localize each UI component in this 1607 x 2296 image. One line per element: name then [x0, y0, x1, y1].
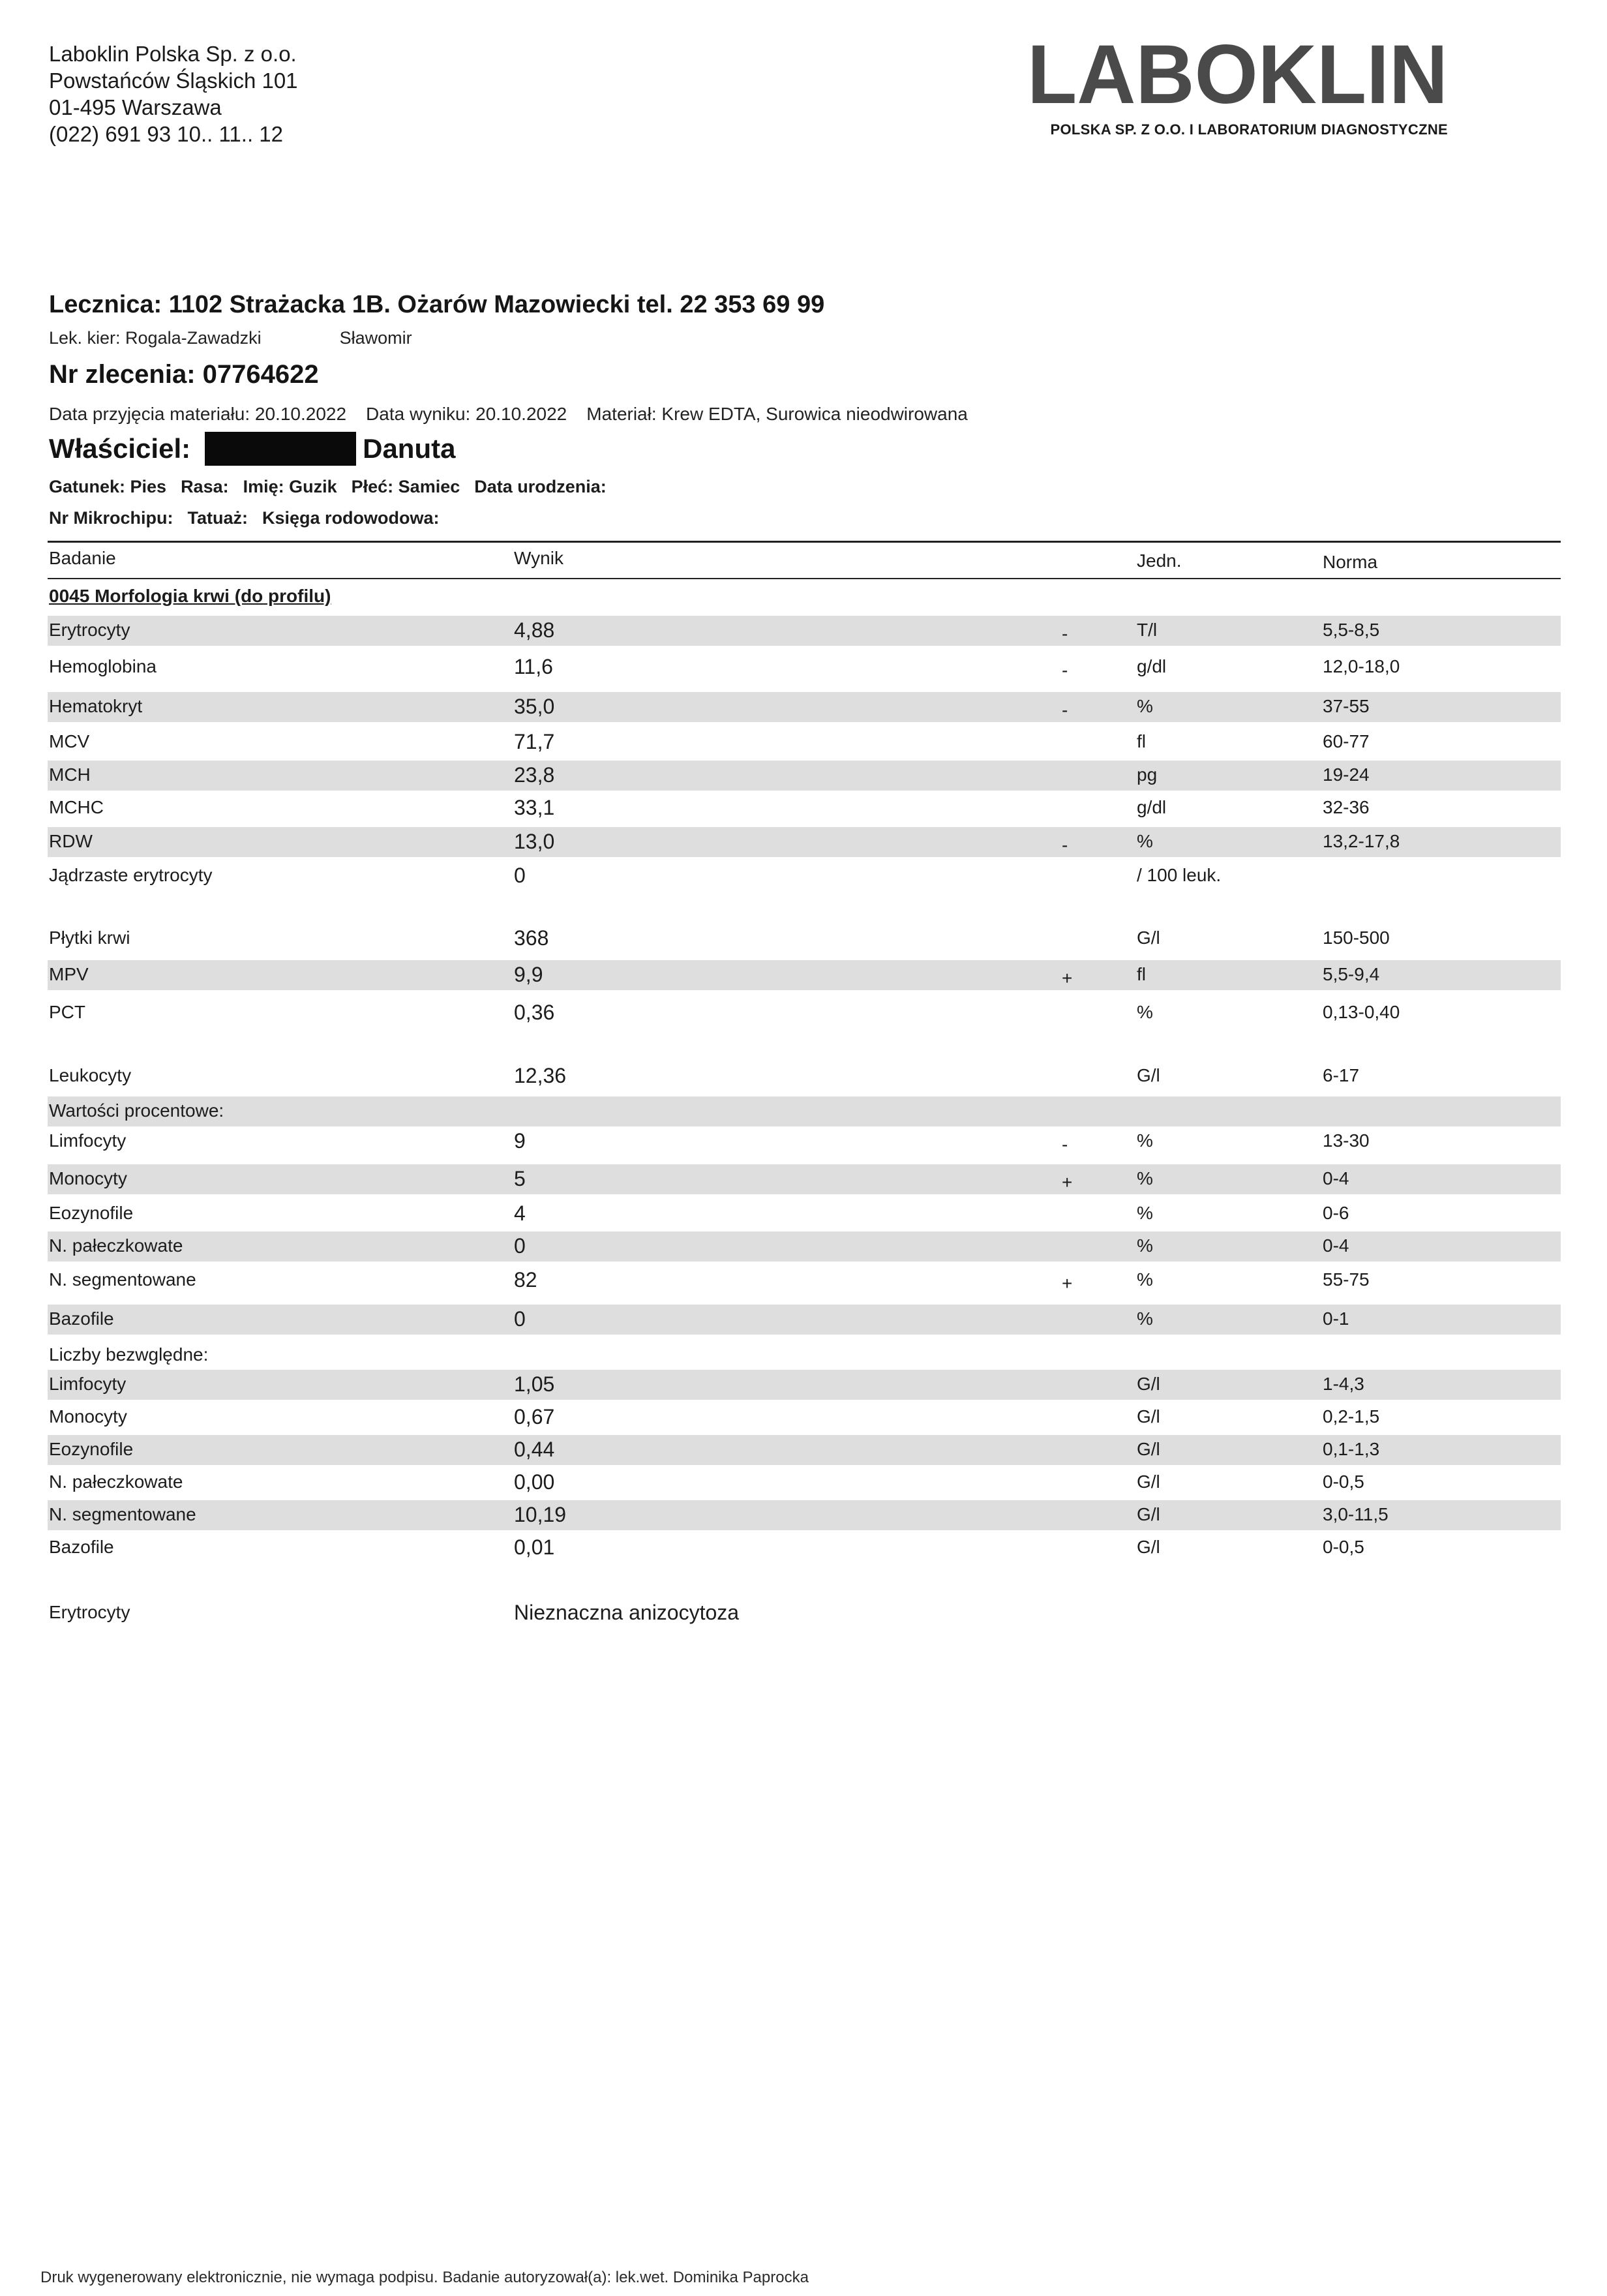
result-value: 0,67 [514, 1405, 555, 1428]
table-row [48, 692, 1561, 722]
reference-range: 13,2-17,8 [1323, 831, 1400, 851]
reference-range: 55-75 [1323, 1269, 1370, 1290]
result-value: 0,44 [514, 1438, 555, 1461]
reference-range: 19-24 [1323, 764, 1370, 785]
unit: fl [1137, 731, 1146, 751]
result-value: 0,36 [514, 1001, 555, 1024]
test-name: MCV [49, 731, 90, 751]
table-row [48, 960, 1561, 990]
header-norm: Norma [1323, 552, 1378, 572]
table-row [48, 1402, 1561, 1432]
reference-range: 12,0-18,0 [1323, 656, 1400, 676]
result-value: 0 [514, 1307, 526, 1331]
table-row [48, 1265, 1561, 1295]
reference-range: 0,1-1,3 [1323, 1439, 1380, 1459]
result-value: 1,05 [514, 1372, 555, 1396]
sex: Płeć: Samiec [351, 477, 460, 496]
reference-range: 150-500 [1323, 928, 1390, 948]
result-flag: + [1062, 968, 1073, 988]
table-row [48, 761, 1561, 791]
owner-line [49, 432, 455, 466]
lab-address-line: Powstańców Śląskich 101 [49, 68, 298, 93]
tattoo: Tatuaż: [187, 508, 248, 528]
header-unit: Jedn. [1137, 551, 1182, 571]
result-value: 0 [514, 1234, 526, 1258]
pedigree: Księga rodowodowa: [262, 508, 440, 528]
species: Gatunek: Pies [49, 477, 167, 496]
profile-title: 0045 Morfologia krwi (do profilu) [49, 586, 331, 606]
microchip: Nr Mikrochipu: [49, 508, 173, 528]
test-name: Bazofile [49, 1537, 114, 1557]
received-date: Data przyjęcia materiału: 20.10.2022 [49, 404, 347, 424]
test-name: Eozynofile [49, 1439, 134, 1459]
breed: Rasa: [181, 477, 229, 496]
header-test: Badanie [49, 548, 116, 568]
result-value: 23,8 [514, 763, 555, 787]
result-value: 35,0 [514, 695, 555, 718]
unit: % [1137, 696, 1153, 716]
unit: pg [1137, 764, 1158, 785]
test-name: PCT [49, 1002, 85, 1022]
result-value: 4,88 [514, 618, 555, 642]
table-row [48, 727, 1561, 757]
reference-range: 0-4 [1323, 1235, 1349, 1256]
table-row [48, 1500, 1561, 1530]
test-name: MCHC [49, 797, 104, 817]
unit: % [1137, 1235, 1153, 1256]
result-flag: - [1062, 835, 1068, 855]
table-row [48, 1231, 1561, 1261]
unit: G/l [1137, 1504, 1160, 1524]
unit: fl [1137, 964, 1146, 984]
reference-range: 3,0-11,5 [1323, 1504, 1389, 1524]
order-number: Nr zlecenia: 07764622 [49, 360, 319, 389]
unit: % [1137, 1269, 1153, 1290]
result-flag: - [1062, 700, 1068, 720]
result-value: 12,36 [514, 1064, 567, 1087]
owner-name: Danuta [363, 433, 456, 464]
table-row [48, 1305, 1561, 1335]
lab-address-line: 01-495 Warszawa [49, 95, 222, 119]
table-row [48, 652, 1561, 682]
test-name: Bazofile [49, 1308, 114, 1329]
unit: G/l [1137, 928, 1160, 948]
result-value: 71,7 [514, 730, 555, 753]
reference-range: 5,5-9,4 [1323, 964, 1380, 984]
test-name: Monocyty [49, 1406, 127, 1427]
test-name: Erytrocyty [49, 1602, 130, 1622]
table-row [48, 1533, 1561, 1563]
test-name: Wartości procentowe: [49, 1100, 224, 1121]
table-top-rule [48, 541, 1561, 543]
table-row [48, 1468, 1561, 1498]
reference-range: 0-4 [1323, 1168, 1349, 1188]
table-row [48, 1598, 1561, 1628]
unit: % [1137, 1203, 1153, 1223]
table-row [48, 1126, 1561, 1156]
result-value: 5 [514, 1167, 526, 1190]
test-name: RDW [49, 831, 93, 851]
dates-line [49, 404, 987, 425]
table-row [48, 1435, 1561, 1465]
test-name: Jądrzaste erytrocyty [49, 865, 213, 885]
table-row [48, 1199, 1561, 1229]
result-value: 0,00 [514, 1470, 555, 1494]
unit: g/dl [1137, 797, 1167, 817]
reference-range: 0-0,5 [1323, 1537, 1364, 1557]
unit: G/l [1137, 1406, 1160, 1427]
result-value: 0,01 [514, 1535, 555, 1559]
unit: T/l [1137, 620, 1158, 640]
unit: G/l [1137, 1065, 1160, 1085]
birth-date: Data urodzenia: [474, 477, 607, 496]
table-row [48, 616, 1561, 646]
footer-note: Druk wygenerowany elektronicznie, nie wymaga podpisu. Badanie autoryzował(a): lek.wet. Dominika Paprocka [40, 2269, 809, 2286]
test-name: MCH [49, 764, 91, 785]
test-name: Monocyty [49, 1168, 127, 1188]
table-row [48, 793, 1561, 823]
result-flag: + [1062, 1273, 1073, 1293]
reference-range: 32-36 [1323, 797, 1370, 817]
logo-subtitle: POLSKA SP. Z O.O. I LABORATORIUM DIAGNOSTYCZNE [1050, 121, 1448, 138]
result-value: 0 [514, 864, 526, 887]
header-result: Wynik [514, 548, 563, 568]
reference-range: 37-55 [1323, 696, 1370, 716]
reference-range: 60-77 [1323, 731, 1370, 751]
test-name: MPV [49, 964, 89, 984]
unit: % [1137, 1168, 1153, 1188]
unit: / 100 leuk. [1137, 865, 1222, 885]
lab-address [49, 40, 298, 147]
reference-range: 6-17 [1323, 1065, 1360, 1085]
reference-range: 0-0,5 [1323, 1472, 1364, 1492]
table-row [48, 1061, 1561, 1091]
table-row [48, 998, 1561, 1028]
table-row [48, 1164, 1561, 1194]
redacted-surname [205, 432, 356, 466]
owner-label: Właściciel: [49, 433, 191, 464]
result-value: 33,1 [514, 796, 555, 819]
result-flag: + [1062, 1172, 1073, 1192]
logo-wordmark: LABOKLIN [1027, 40, 1448, 106]
test-name: Liczby bezwględne: [49, 1344, 209, 1365]
table-row [48, 827, 1561, 857]
test-name: N. segmentowane [49, 1269, 196, 1290]
test-name: N. pałeczkowate [49, 1235, 183, 1256]
unit: G/l [1137, 1374, 1160, 1394]
result-value: Nieznaczna anizocytoza [514, 1601, 740, 1624]
unit: G/l [1137, 1439, 1160, 1459]
unit: % [1137, 1002, 1153, 1022]
material: Materiał: Krew EDTA, Surowica nieodwirowana [586, 404, 968, 424]
unit: g/dl [1137, 656, 1167, 676]
lab-address-line: (022) 691 93 10.. 11.. 12 [49, 122, 283, 146]
test-name: Płytki krwi [49, 928, 130, 948]
test-name: Limfocyty [49, 1130, 127, 1151]
laboklin-logo [1027, 40, 1448, 106]
animal-name: Imię: Guzik [243, 477, 337, 496]
result-flag: - [1062, 1134, 1068, 1155]
unit: % [1137, 831, 1153, 851]
result-flag: - [1062, 624, 1068, 644]
reference-range: 13-30 [1323, 1130, 1370, 1151]
test-name: Eozynofile [49, 1203, 134, 1223]
unit: % [1137, 1308, 1153, 1329]
result-value: 11,6 [514, 655, 553, 678]
result-value: 368 [514, 926, 549, 950]
reference-range: 0,13-0,40 [1323, 1002, 1400, 1022]
animal-line [49, 477, 621, 497]
test-name: Hemoglobina [49, 656, 157, 676]
table-row [48, 861, 1561, 891]
result-value: 9,9 [514, 963, 543, 986]
test-name: Hematokryt [49, 696, 143, 716]
doctor-label: Lek. kier: Rogala-Zawadzki [49, 328, 262, 348]
unit: % [1137, 1130, 1153, 1151]
reference-range: 1-4,3 [1323, 1374, 1364, 1394]
table-row [48, 1340, 1561, 1370]
result-value: 9 [514, 1129, 526, 1153]
result-flag: - [1062, 660, 1068, 680]
result-value: 82 [514, 1268, 537, 1292]
test-name: Limfocyty [49, 1374, 127, 1394]
table-row [48, 1370, 1561, 1400]
test-name: N. segmentowane [49, 1504, 196, 1524]
table-row [48, 1096, 1561, 1126]
result-value: 10,19 [514, 1503, 567, 1526]
lab-address-line: Laboklin Polska Sp. z o.o. [49, 42, 297, 66]
result-date: Data wyniku: 20.10.2022 [366, 404, 567, 424]
unit: G/l [1137, 1537, 1160, 1557]
identification-line [49, 508, 454, 528]
test-name: Leukocyty [49, 1065, 132, 1085]
result-value: 13,0 [514, 830, 555, 853]
unit: G/l [1137, 1472, 1160, 1492]
doctor-line [49, 328, 412, 348]
table-header-rule [48, 578, 1561, 579]
reference-range: 0-6 [1323, 1203, 1349, 1223]
test-name: Erytrocyty [49, 620, 130, 640]
clinic-line: Lecznica: 1102 Strażacka 1B. Ożarów Mazowiecki tel. 22 353 69 99 [49, 291, 825, 318]
test-name: N. pałeczkowate [49, 1472, 183, 1492]
reference-range: 0,2-1,5 [1323, 1406, 1380, 1427]
reference-range: 0-1 [1323, 1308, 1349, 1329]
result-value: 4 [514, 1201, 526, 1225]
table-row [48, 924, 1561, 954]
reference-range: 5,5-8,5 [1323, 620, 1380, 640]
doctor-given-name: Sławomir [339, 328, 412, 348]
